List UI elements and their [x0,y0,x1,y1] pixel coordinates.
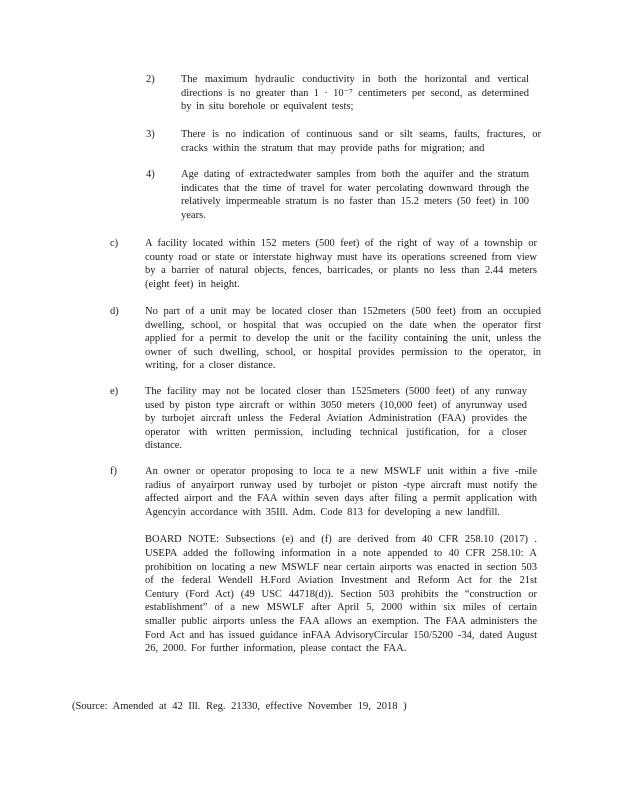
item-marker: f) [110,466,117,477]
item-marker: d) [110,306,119,317]
item-text: No part of a unit may be located closer than 152meters (500 feet) from an occupied dwelling, school, or hospital that was occupied on the date when the operator first applied for a permit to develop the unit or the facility containing the unit, unless the owner of such dwelling, school, or hospital provides permission to the operator, in writing, for a closer distance. [145,306,541,372]
item-marker: c) [110,238,119,249]
item-text: A facility located within 152 meters (500 feet) of the right of way of a township or county road or state or interstate highway must have its operations screened from view by a barrier of natural objects, fences, barricades, or plants no less than 2.44 meters (eight feet) in height. [145,238,537,290]
subitem-marker: 3) [146,129,155,140]
item-text-container [145,465,537,656]
item-marker: e) [110,386,119,397]
subitem-marker: 2) [146,74,155,85]
board-note: BOARD NOTE: Subsections (e) and (f) are derived from 40 CFR 258.10 (2017) . USEPA added the following information in a note appended to 40 CFR 258.10: A prohibition on locating a new MSWLF near certain airports was enacted in section 503 of the federal Wendell H.Ford Aviation Investment and Reform Act for the 21st Century (Ford Act) (49 USC 44718(d)). Section 503 prohibits the “construction or establishment” of a new MSWLF after April 5, 2000 within six miles of certain smaller public airports unless the FAA allows an exemption. The FAA administers the Ford Act and has issued guidance inFAA AdvisoryCircular 150/5200 -34, dated August 26, 2000. For further information, please contact the FAA. [145,534,537,655]
subitem-marker: 4) [146,169,155,180]
source-citation: (Source: Amended at 42 Ill. Reg. 21330, effective November 19, 2018 ) [72,701,407,712]
item-text: The facility may not be located closer than 1525meters (5000 feet) of any runway used by piston type aircraft or within 3050 meters (10,000 feet) of anyrunway used by turbojet aircraft unless the Federal Aviation Administration (FAA) provides the operator with written permission, including technical justification, for a closer distance. [145,386,527,452]
subitem-text: There is no indication of continuous sand or silt seams, faults, fractures, or cracks within the stratum that may provide paths for migration; and [181,129,541,154]
subitem-text: Age dating of extractedwater samples from both the aquifer and the stratum indicates that the time of travel for water percolating downward through the relatively impermeable stratum is no faster than 15.2 meters (50 feet) in 100 years. [181,169,529,221]
subitem-text: The maximum hydraulic conductivity in both the horizontal and vertical directions is no greater than 1 · 10⁻⁷ centimeters per second, as determined by in situ borehole or equivalent tests; [181,74,529,113]
item-text: An owner or operator proposing to loca te a new MSWLF unit within a five -mile radius of anyairport runway used by turbojet or piston -type aircraft must notify the affected airport and the FAA within seven days after filing a permit application with Agencyin accordance with 35Ill. Adm. Code 813 for developing a new landfill. [145,466,537,518]
